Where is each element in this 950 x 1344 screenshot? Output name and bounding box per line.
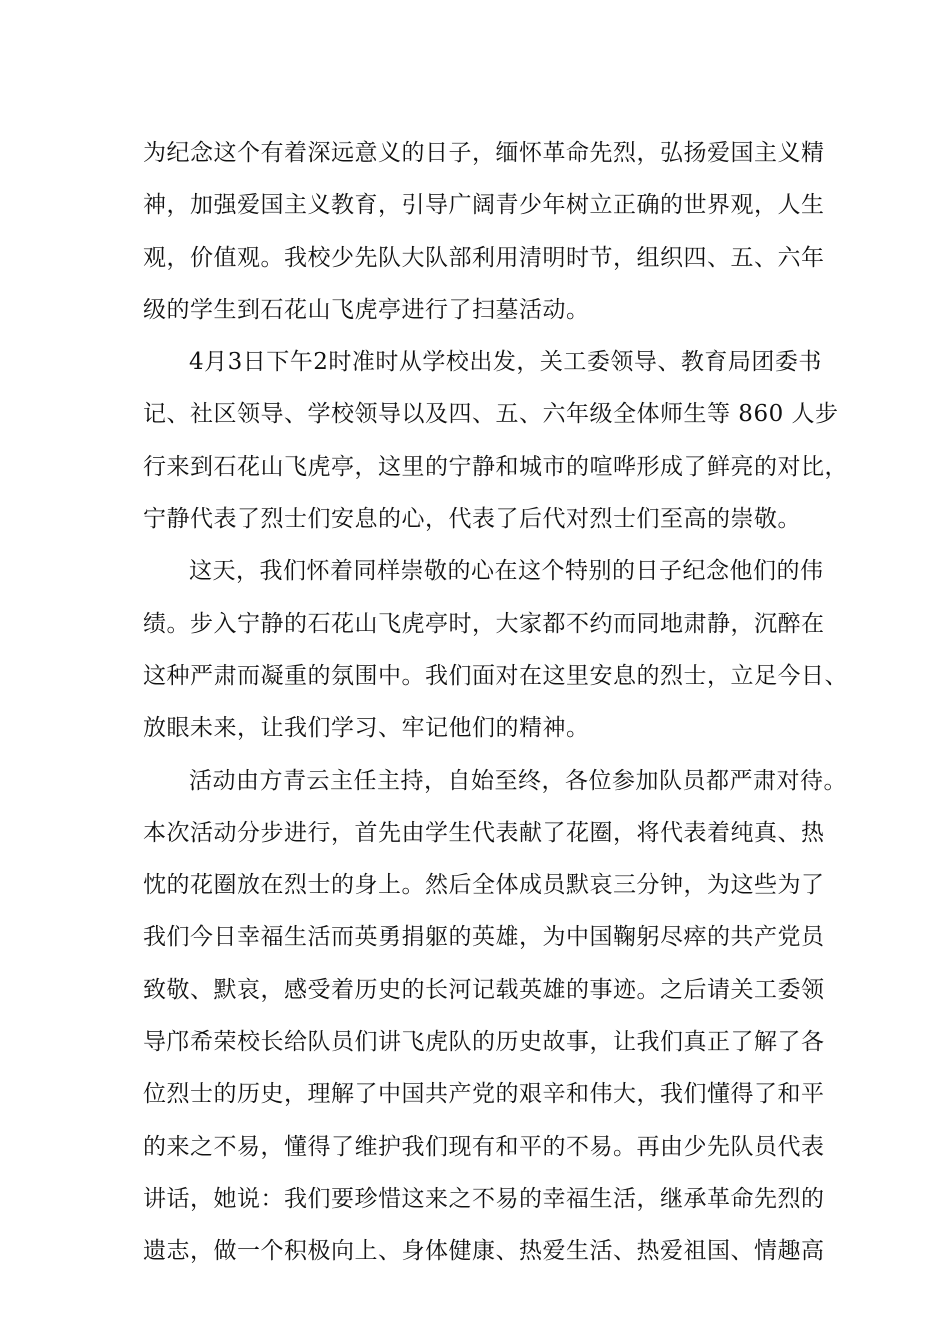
text-line-6: 记、社区领导、学校领导以及四、五、六年级全体师生等 860 人步 bbox=[143, 401, 839, 428]
text-line-12: 放眼未来，让我们学习、牢记他们的精神。 bbox=[143, 715, 590, 742]
text-line-16: 我们今日幸福生活而英勇捐躯的英雄，为中国鞠躬尽瘁的共产党员 bbox=[143, 924, 825, 951]
text-line-2: 神，加强爱国主义教育，引导广阔青少年树立正确的世界观，人生 bbox=[143, 192, 825, 219]
text-line-22: 遗志，做一个积极向上、身体健康、热爱生活、热爱祖国、情趣高 bbox=[143, 1238, 825, 1265]
text-line-14: 本次活动分步进行，首先由学生代表献了花圈，将代表着纯真、热 bbox=[143, 819, 825, 846]
text-line-19: 位烈士的历史，理解了中国共产党的艰辛和伟大，我们懂得了和平 bbox=[143, 1081, 825, 1108]
text-line-3: 观，价值观。我校少先队大队部利用清明时节，组织四、五、六年 bbox=[143, 244, 825, 271]
text-line-4: 级的学生到石花山飞虎亭进行了扫墓活动。 bbox=[143, 296, 590, 323]
text-line-15: 忱的花圈放在烈士的身上。然后全体成员默哀三分钟，为这些为了 bbox=[143, 872, 825, 899]
text-line-17: 致敬、默哀，感受着历史的长河记载英雄的事迹。之后请关工委领 bbox=[143, 976, 825, 1003]
text-line-20: 的来之不易，懂得了维护我们现有和平的不易。再由少先队员代表 bbox=[143, 1133, 825, 1160]
text-line-11: 这种严肃而凝重的氛围中。我们面对在这里安息的烈士，立足今日、 bbox=[143, 662, 848, 689]
text-line-9: 这天，我们怀着同样崇敬的心在这个特别的日子纪念他们的伟 bbox=[189, 558, 824, 585]
text-line-1: 为纪念这个有着深远意义的日子，缅怀革命先烈，弘扬爱国主义精 bbox=[143, 140, 825, 166]
document-body bbox=[143, 133, 848, 1284]
text-line-8: 宁静代表了烈士们安息的心，代表了后代对烈士们至高的崇敬。 bbox=[143, 506, 801, 533]
text-line-10: 绩。步入宁静的石花山飞虎亭时，大家都不约而同地肃静，沉醉在 bbox=[143, 610, 825, 637]
text-line-21: 讲话，她说：我们要珍惜这来之不易的幸福生活，继承革命先烈的 bbox=[143, 1185, 825, 1212]
text-line-13: 活动由方青云主任主持，自始至终，各位参加队员都严肃对待。 bbox=[189, 767, 847, 794]
text-line-5: 4月3日下午2时准时从学校出发，关工委领导、教育局团委书 bbox=[189, 349, 822, 376]
text-line-7: 行来到石花山飞虎亭，这里的宁静和城市的喧哗形成了鲜亮的对比， bbox=[143, 453, 848, 480]
text-line-18: 导邝希荣校长给队员们讲飞虎队的历史故事，让我们真正了解了各 bbox=[143, 1029, 825, 1056]
